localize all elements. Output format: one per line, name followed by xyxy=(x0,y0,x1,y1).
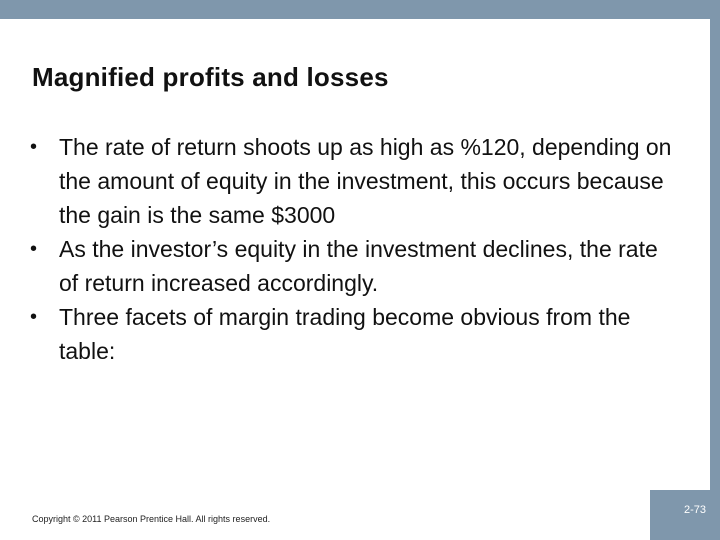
bullet-item xyxy=(30,300,680,368)
page-number: 2-73 xyxy=(683,504,706,516)
bullet-marker: • xyxy=(30,306,38,328)
bullet-item xyxy=(30,130,680,232)
bullet-text: The rate of return shoots up as high as %120, depending on the amount of equity in the investment, this occurs because the gain is the same $3000 xyxy=(59,134,672,228)
top-frame-bar xyxy=(0,0,720,19)
bullet-marker: • xyxy=(30,238,38,260)
bullet-marker: • xyxy=(30,136,38,158)
bullet-list xyxy=(30,130,680,368)
bullet-text: As the investor’s equity in the investment declines, the rate of return increased accordingly. xyxy=(59,236,658,296)
bullet-text: Three facets of margin trading become obvious from the table: xyxy=(59,304,631,364)
page-number-box xyxy=(650,490,720,540)
copyright-notice: Copyright © 2011 Pearson Prentice Hall. All rights reserved. xyxy=(32,514,271,524)
bullet-item xyxy=(30,232,680,300)
right-frame-bar xyxy=(710,0,720,540)
slide-title: Magnified profits and losses xyxy=(32,62,389,92)
